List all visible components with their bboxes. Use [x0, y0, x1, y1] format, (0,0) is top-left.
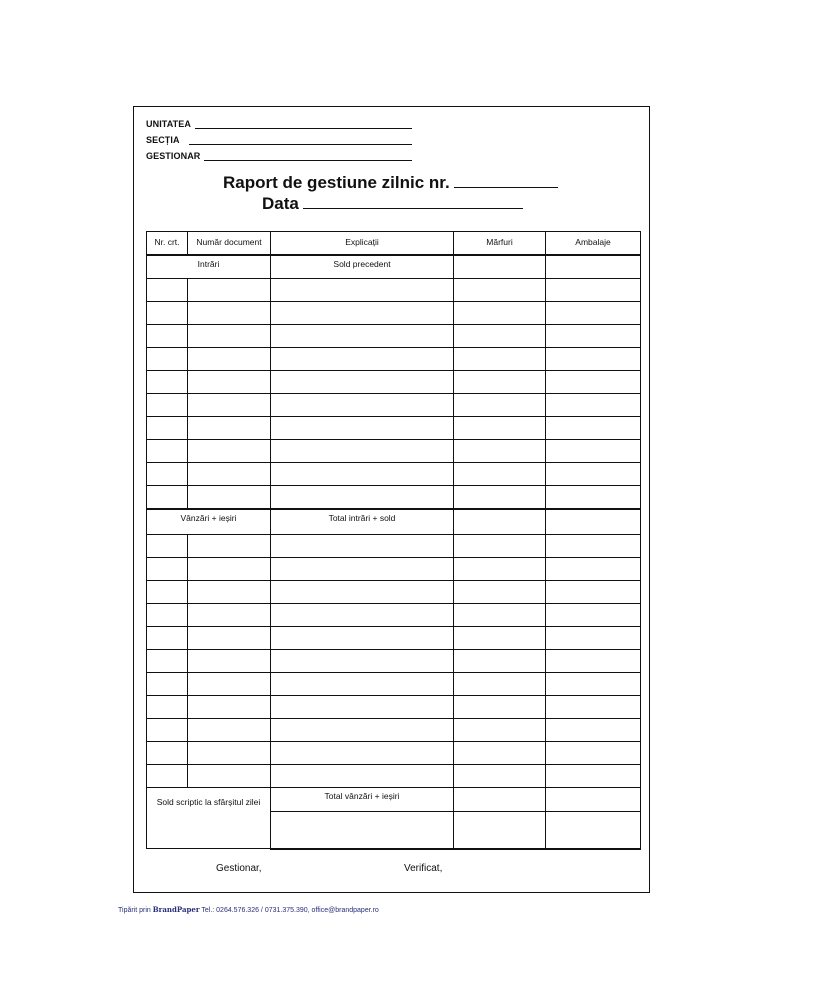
vanzari-marfuri-cell[interactable] — [454, 558, 546, 581]
vanzari-explicatii-cell[interactable] — [271, 650, 454, 673]
vanzari-row — [147, 765, 641, 788]
manager-signature: Gestionar, — [216, 863, 262, 874]
intrari-marfuri-cell[interactable] — [454, 348, 546, 371]
report-form — [133, 106, 650, 893]
sold-scriptic-ambalaje-cell[interactable] — [546, 812, 641, 849]
intrari-numar-document-cell[interactable] — [188, 486, 271, 509]
vanzari-nr-crt-cell[interactable] — [147, 604, 188, 627]
intrari-numar-document-cell[interactable] — [188, 279, 271, 302]
intrari-nr-crt-cell[interactable] — [147, 440, 188, 463]
intrari-marfuri-cell[interactable] — [454, 325, 546, 348]
intrari-nr-crt-cell[interactable] — [147, 417, 188, 440]
total-vanzari-row — [147, 788, 641, 812]
vanzari-nr-crt-cell[interactable] — [147, 627, 188, 650]
vanzari-ambalaje-cell[interactable] — [546, 765, 641, 788]
col-marfuri: Mărfuri — [454, 232, 546, 255]
vanzari-row — [147, 558, 641, 581]
intrari-ambalaje-cell[interactable] — [546, 325, 641, 348]
intrari-explicatii-cell[interactable] — [271, 394, 454, 417]
intrari-nr-crt-cell[interactable] — [147, 486, 188, 509]
intrari-nr-crt-cell[interactable] — [147, 463, 188, 486]
sold-precedent-marfuri-cell[interactable] — [454, 255, 546, 279]
intrari-row — [147, 348, 641, 371]
footer-contact: Tel.: 0264.576.326 / 0731.375.390, office@brandpaper.ro — [201, 907, 379, 914]
intrari-ambalaje-cell[interactable] — [546, 302, 641, 325]
vanzari-nr-crt-cell[interactable] — [147, 581, 188, 604]
intrari-label: Intrări — [147, 255, 271, 279]
vanzari-nr-crt-cell[interactable] — [147, 650, 188, 673]
intrari-marfuri-cell[interactable] — [454, 371, 546, 394]
col-nr-crt: Nr. crt. — [147, 232, 188, 255]
intrari-nr-crt-cell[interactable] — [147, 348, 188, 371]
vanzari-explicatii-cell[interactable] — [271, 558, 454, 581]
vanzari-marfuri-cell[interactable] — [454, 535, 546, 558]
vanzari-numar-document-cell[interactable] — [188, 650, 271, 673]
sold-precedent-ambalaje-cell[interactable] — [546, 255, 641, 279]
section-field — [146, 135, 180, 145]
footer-prefix: Tipărit prin — [118, 907, 151, 914]
intrari-nr-crt-cell[interactable] — [147, 302, 188, 325]
report-date-blank[interactable] — [303, 194, 523, 209]
intrari-marfuri-cell[interactable] — [454, 279, 546, 302]
intrari-ambalaje-cell[interactable] — [546, 486, 641, 509]
vanzari-nr-crt-cell[interactable] — [147, 535, 188, 558]
vanzari-row — [147, 696, 641, 719]
vanzari-explicatii-cell[interactable] — [271, 719, 454, 742]
vanzari-explicatii-cell[interactable] — [271, 765, 454, 788]
intrari-marfuri-cell[interactable] — [454, 302, 546, 325]
intrari-rows — [147, 279, 641, 509]
manager-field — [146, 151, 200, 161]
intrari-row — [147, 371, 641, 394]
intrari-row — [147, 417, 641, 440]
intrari-numar-document-cell[interactable] — [188, 348, 271, 371]
vanzari-ambalaje-cell[interactable] — [546, 581, 641, 604]
intrari-explicatii-cell[interactable] — [271, 417, 454, 440]
manager-label: GESTIONAR — [146, 151, 201, 161]
report-table — [146, 231, 641, 850]
vanzari-ambalaje-cell[interactable] — [546, 650, 641, 673]
vanzari-ambalaje-cell[interactable] — [546, 673, 641, 696]
intrari-marfuri-cell[interactable] — [454, 417, 546, 440]
intrari-explicatii-cell[interactable] — [271, 371, 454, 394]
unit-field — [146, 119, 191, 129]
report-date-label: Data — [262, 194, 299, 213]
total-intrari-ambalaje-cell[interactable] — [546, 509, 641, 535]
col-numar-document: Număr document — [188, 232, 271, 255]
vanzari-marfuri-cell[interactable] — [454, 765, 546, 788]
vanzari-row — [147, 535, 641, 558]
intrari-numar-document-cell[interactable] — [188, 325, 271, 348]
intrari-nr-crt-cell[interactable] — [147, 279, 188, 302]
intrari-ambalaje-cell[interactable] — [546, 279, 641, 302]
vanzari-nr-crt-cell[interactable] — [147, 765, 188, 788]
brand-name: BrandPaper — [152, 905, 200, 914]
sold-precedent-label: Sold precedent — [271, 255, 454, 279]
intrari-numar-document-cell[interactable] — [188, 417, 271, 440]
section-blank-line[interactable] — [189, 135, 412, 145]
intrari-marfuri-cell[interactable] — [454, 394, 546, 417]
intrari-marfuri-cell[interactable] — [454, 463, 546, 486]
intrari-numar-document-cell[interactable] — [188, 463, 271, 486]
intrari-ambalaje-cell[interactable] — [546, 463, 641, 486]
unit-blank-line[interactable] — [195, 119, 412, 129]
report-number-blank[interactable] — [454, 173, 558, 188]
vanzari-row — [147, 581, 641, 604]
intrari-explicatii-cell[interactable] — [271, 486, 454, 509]
col-explicatii: Explicații — [271, 232, 454, 255]
intrari-numar-document-cell[interactable] — [188, 394, 271, 417]
vanzari-numar-document-cell[interactable] — [188, 673, 271, 696]
intrari-row — [147, 486, 641, 509]
vanzari-explicatii-cell[interactable] — [271, 581, 454, 604]
intrari-nr-crt-cell[interactable] — [147, 394, 188, 417]
unit-label: UNITATEA — [146, 119, 191, 129]
vanzari-explicatii-cell[interactable] — [271, 696, 454, 719]
intrari-numar-document-cell[interactable] — [188, 371, 271, 394]
vanzari-header-row — [147, 509, 641, 535]
intrari-row — [147, 325, 641, 348]
vanzari-numar-document-cell[interactable] — [188, 535, 271, 558]
vanzari-numar-document-cell[interactable] — [188, 558, 271, 581]
vanzari-marfuri-cell[interactable] — [454, 673, 546, 696]
intrari-ambalaje-cell[interactable] — [546, 417, 641, 440]
intrari-numar-document-cell[interactable] — [188, 440, 271, 463]
vanzari-numar-document-cell[interactable] — [188, 742, 271, 765]
sold-scriptic-marfuri-cell[interactable] — [454, 812, 546, 849]
vanzari-row — [147, 650, 641, 673]
vanzari-nr-crt-cell[interactable] — [147, 673, 188, 696]
total-vanzari-marfuri-cell[interactable] — [454, 788, 546, 812]
intrari-row — [147, 440, 641, 463]
vanzari-marfuri-cell[interactable] — [454, 696, 546, 719]
intrari-row — [147, 302, 641, 325]
vanzari-nr-crt-cell[interactable] — [147, 696, 188, 719]
total-vanzari-label: Total vânzări + ieșiri — [271, 788, 454, 812]
intrari-row — [147, 279, 641, 302]
intrari-nr-crt-cell[interactable] — [147, 325, 188, 348]
intrari-header-row — [147, 255, 641, 279]
vanzari-ambalaje-cell[interactable] — [546, 719, 641, 742]
total-intrari-marfuri-cell[interactable] — [454, 509, 546, 535]
vanzari-numar-document-cell[interactable] — [188, 581, 271, 604]
sold-scriptic-label: Sold scriptic la sfârșitul zilei — [147, 788, 271, 849]
vanzari-label: Vânzări + ieșiri — [147, 509, 271, 535]
intrari-marfuri-cell[interactable] — [454, 486, 546, 509]
vanzari-ambalaje-cell[interactable] — [546, 558, 641, 581]
intrari-numar-document-cell[interactable] — [188, 302, 271, 325]
col-ambalaje: Ambalaje — [546, 232, 641, 255]
vanzari-ambalaje-cell[interactable] — [546, 742, 641, 765]
report-title-text: Raport de gestiune zilnic nr. — [223, 173, 450, 192]
intrari-explicatii-cell[interactable] — [271, 279, 454, 302]
intrari-marfuri-cell[interactable] — [454, 440, 546, 463]
total-intrari-label: Total intrări + sold — [271, 509, 454, 535]
section-label: SECȚIA — [146, 135, 180, 145]
vanzari-marfuri-cell[interactable] — [454, 719, 546, 742]
vanzari-ambalaje-cell[interactable] — [546, 627, 641, 650]
intrari-row — [147, 463, 641, 486]
intrari-ambalaje-cell[interactable] — [546, 440, 641, 463]
vanzari-ambalaje-cell[interactable] — [546, 535, 641, 558]
vanzari-nr-crt-cell[interactable] — [147, 742, 188, 765]
report-date — [262, 194, 523, 214]
vanzari-numar-document-cell[interactable] — [188, 627, 271, 650]
vanzari-explicatii-cell[interactable] — [271, 604, 454, 627]
vanzari-row — [147, 627, 641, 650]
intrari-explicatii-cell[interactable] — [271, 302, 454, 325]
vanzari-marfuri-cell[interactable] — [454, 581, 546, 604]
intrari-explicatii-cell[interactable] — [271, 440, 454, 463]
vanzari-row — [147, 604, 641, 627]
vanzari-explicatii-cell[interactable] — [271, 535, 454, 558]
vanzari-marfuri-cell[interactable] — [454, 650, 546, 673]
vanzari-marfuri-cell[interactable] — [454, 604, 546, 627]
printer-footer — [118, 905, 379, 914]
vanzari-row — [147, 719, 641, 742]
vanzari-explicatii-cell[interactable] — [271, 673, 454, 696]
intrari-explicatii-cell[interactable] — [271, 325, 454, 348]
intrari-explicatii-cell[interactable] — [271, 463, 454, 486]
vanzari-rows — [147, 535, 641, 788]
intrari-ambalaje-cell[interactable] — [546, 371, 641, 394]
intrari-row — [147, 394, 641, 417]
vanzari-explicatii-cell[interactable] — [271, 627, 454, 650]
vanzari-nr-crt-cell[interactable] — [147, 558, 188, 581]
intrari-ambalaje-cell[interactable] — [546, 348, 641, 371]
vanzari-marfuri-cell[interactable] — [454, 742, 546, 765]
vanzari-marfuri-cell[interactable] — [454, 627, 546, 650]
verified-signature: Verificat, — [404, 863, 443, 874]
vanzari-numar-document-cell[interactable] — [188, 604, 271, 627]
total-vanzari-ambalaje-cell[interactable] — [546, 788, 641, 812]
vanzari-explicatii-cell[interactable] — [271, 742, 454, 765]
sold-scriptic-explicatii-cell[interactable] — [271, 812, 454, 849]
vanzari-ambalaje-cell[interactable] — [546, 604, 641, 627]
vanzari-nr-crt-cell[interactable] — [147, 719, 188, 742]
vanzari-row — [147, 742, 641, 765]
report-title — [223, 173, 558, 193]
table-header-row — [147, 232, 641, 255]
intrari-nr-crt-cell[interactable] — [147, 371, 188, 394]
vanzari-numar-document-cell[interactable] — [188, 719, 271, 742]
vanzari-ambalaje-cell[interactable] — [546, 696, 641, 719]
intrari-explicatii-cell[interactable] — [271, 348, 454, 371]
vanzari-numar-document-cell[interactable] — [188, 696, 271, 719]
manager-blank-line[interactable] — [204, 151, 412, 161]
intrari-ambalaje-cell[interactable] — [546, 394, 641, 417]
vanzari-row — [147, 673, 641, 696]
vanzari-numar-document-cell[interactable] — [188, 765, 271, 788]
